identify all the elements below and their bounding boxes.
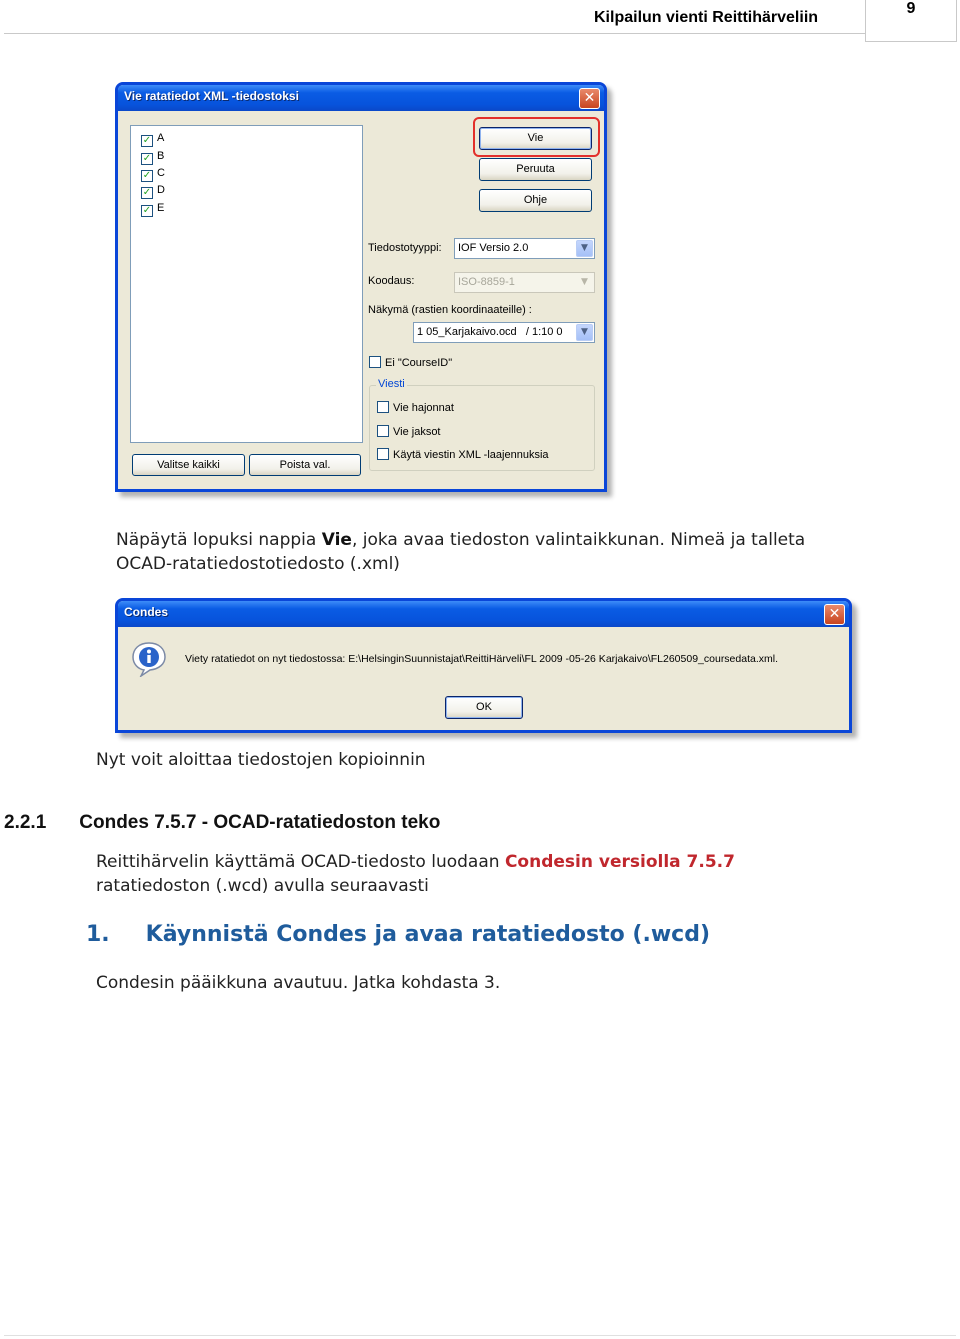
checkbox-icon[interactable] bbox=[377, 401, 389, 413]
export-forks-checkbox[interactable] bbox=[377, 401, 454, 415]
step-title: Käynnistä Condes ja avaa ratatiedosto (.wcd) bbox=[145, 922, 711, 947]
course-label: B bbox=[157, 150, 165, 162]
dialog-titlebar bbox=[118, 85, 604, 111]
course-item-e[interactable] bbox=[141, 202, 164, 216]
message-text: Viety ratatiedot on nyt tiedostossa: E:\HelsinginSuunnistajat\ReittiHärveli\FL 2009 -05-26 Karjakaivo\FL260509_coursedata.xml. bbox=[185, 653, 778, 665]
running-header-title: Kilpailun vienti Reittihärveliin bbox=[594, 9, 819, 26]
export-xml-dialog bbox=[115, 82, 607, 492]
xml-extensions-checkbox[interactable] bbox=[377, 448, 549, 462]
instruction-text-2: Nyt voit aloittaa tiedostojen kopioinnin bbox=[96, 750, 426, 770]
course-list[interactable] bbox=[130, 125, 363, 443]
course-item-d[interactable] bbox=[141, 184, 165, 198]
checkbox-checked-icon[interactable]: ✓ bbox=[142, 187, 152, 198]
instruction-text-3-line2: ratatiedoston (.wcd) avulla seuraavasti bbox=[96, 876, 429, 896]
close-icon[interactable]: ✕ bbox=[579, 88, 600, 109]
course-item-b[interactable] bbox=[141, 150, 164, 164]
instruction-text-1-line2: OCAD-ratatiedostotiedosto (.xml) bbox=[116, 554, 400, 574]
relay-group-title: Viesti bbox=[378, 378, 405, 390]
view-value: 1 05_Karjakaivo.ocd / 1:10 0 bbox=[417, 326, 563, 338]
select-all-button[interactable]: Valitse kaikki bbox=[132, 454, 245, 476]
relay-option-label: Vie jaksot bbox=[393, 426, 441, 438]
file-type-select[interactable] bbox=[454, 238, 595, 259]
section-number: 2.2.1 bbox=[4, 812, 47, 833]
checkbox-checked-icon[interactable]: ✓ bbox=[142, 153, 152, 164]
section-title: Condes 7.5.7 - OCAD-ratatiedoston teko bbox=[79, 812, 441, 833]
export-legs-checkbox[interactable] bbox=[377, 425, 441, 439]
instruction-text-3-pre: Reittihärvelin käyttämä OCAD-tiedosto luodaan bbox=[96, 852, 505, 872]
course-label: A bbox=[157, 132, 165, 144]
course-item-c[interactable] bbox=[141, 167, 165, 181]
instruction-text-1-bold: Vie bbox=[321, 530, 352, 550]
checkbox-icon[interactable] bbox=[377, 448, 389, 460]
condes-version-highlight: Condesin versiolla 7.5.7 bbox=[504, 852, 735, 872]
message-titlebar bbox=[118, 601, 849, 627]
step-number: 1. bbox=[86, 922, 110, 947]
instruction-text-1 bbox=[116, 530, 805, 550]
checkbox-icon[interactable] bbox=[377, 425, 389, 437]
section-heading bbox=[4, 812, 440, 834]
checkbox-checked-icon[interactable]: ✓ bbox=[142, 170, 152, 181]
course-label: C bbox=[157, 167, 165, 179]
export-button[interactable]: Vie bbox=[479, 127, 592, 150]
page-number: 9 bbox=[865, 0, 957, 42]
instruction-text-4: Condesin pääikkuna avautuu. Jatka kohdasta 3. bbox=[96, 973, 501, 993]
encoding-value: ISO-8859-1 bbox=[458, 276, 515, 288]
relay-option-label: Vie hajonnat bbox=[393, 402, 454, 414]
encoding-label: Koodaus: bbox=[368, 275, 415, 287]
course-label: D bbox=[157, 184, 165, 196]
chevron-down-icon[interactable]: ▼ bbox=[576, 240, 593, 257]
instruction-text-1-pre: Näpäytä lopuksi nappia bbox=[116, 530, 322, 550]
close-icon[interactable]: ✕ bbox=[824, 604, 845, 625]
view-label: Näkymä (rastien koordinaateille) : bbox=[368, 304, 532, 316]
remove-selected-button[interactable]: Poista val. bbox=[249, 454, 361, 476]
ok-button[interactable]: OK bbox=[445, 696, 523, 719]
instruction-text-3 bbox=[96, 852, 735, 872]
chevron-down-icon[interactable]: ▼ bbox=[576, 324, 593, 341]
encoding-select[interactable] bbox=[454, 272, 595, 293]
condes-message-dialog bbox=[115, 598, 852, 733]
course-item-a[interactable] bbox=[141, 132, 164, 146]
no-course-id-checkbox[interactable] bbox=[369, 356, 452, 370]
file-type-value: IOF Versio 2.0 bbox=[458, 242, 529, 254]
relay-option-label: Käytä viestin XML -laajennuksia bbox=[393, 449, 549, 461]
no-course-id-label: Ei "CourseID" bbox=[385, 357, 453, 369]
help-button[interactable]: Ohje bbox=[479, 189, 592, 212]
footer-rule bbox=[4, 1335, 956, 1336]
info-icon bbox=[131, 641, 167, 677]
message-title: Condes bbox=[124, 605, 169, 619]
checkbox-icon[interactable] bbox=[369, 356, 381, 368]
view-select[interactable] bbox=[413, 322, 595, 343]
dialog-title: Vie ratatiedot XML -tiedostoksi bbox=[124, 89, 299, 103]
header-rule bbox=[4, 33, 865, 34]
checkbox-checked-icon[interactable]: ✓ bbox=[142, 205, 152, 216]
file-type-label: Tiedostotyyppi: bbox=[368, 242, 442, 254]
step-heading bbox=[86, 922, 710, 947]
chevron-down-icon: ▼ bbox=[576, 274, 593, 291]
cancel-button[interactable]: Peruuta bbox=[479, 158, 592, 181]
checkbox-checked-icon[interactable]: ✓ bbox=[142, 135, 152, 146]
instruction-text-1-post: , joka avaa tiedoston valintaikkunan. Nimeä ja talleta bbox=[351, 530, 806, 550]
relay-groupbox bbox=[369, 378, 595, 471]
course-label: E bbox=[157, 202, 165, 214]
